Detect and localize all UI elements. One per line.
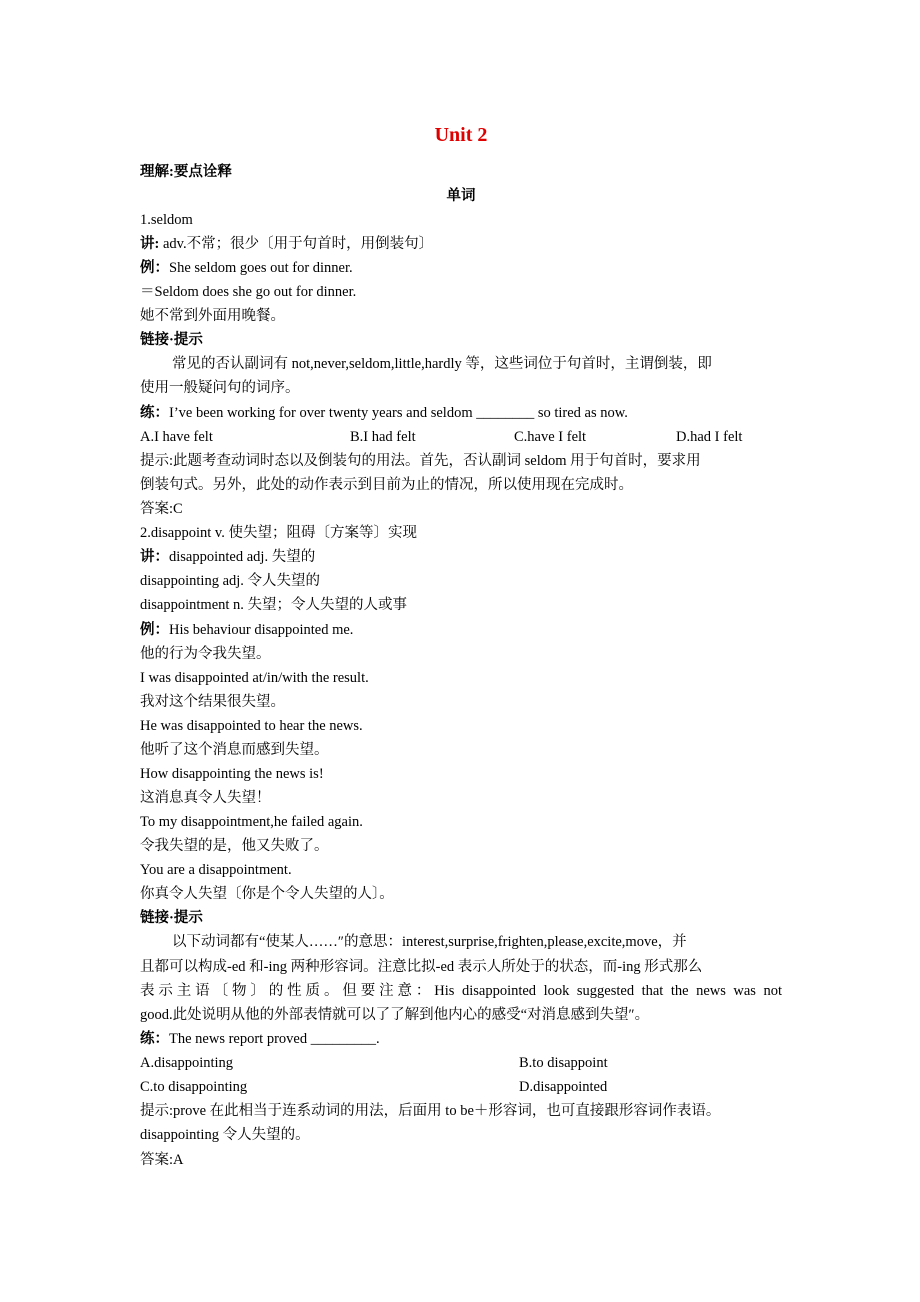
word-2-practice [140,1029,380,1049]
option-d: D.had I felt [676,429,743,445]
practice-text: I’ve been working for over twenty years and seldom ________ so tired as now. [169,405,628,421]
example-line: To my disappointment,he failed again. [140,814,363,830]
word-2-example [140,620,353,640]
word-2-link-paragraph-4: good.此处说明从他的外部表情就可以了了解到他内心的感受“对消息感到失望″。 [140,1007,650,1023]
word-1-example-3: 她不常到外面用晚餐。 [140,308,285,324]
practice-label: 练： [140,405,169,421]
word-1-practice [140,403,628,423]
word-2-derivative-3: disappointment n. 失望；令人失望的人或事 [140,597,408,613]
example-label: 例： [140,260,169,276]
example-label: 例： [140,622,169,638]
example-line: 他的行为令我失望。 [140,646,271,662]
example-text: She seldom goes out for dinner. [169,260,353,276]
option-b: B.I had felt [350,429,416,445]
word-2-derivative-2: disappointing adj. 令人失望的 [140,573,321,589]
example-line: He was disappointed to hear the news. [140,718,363,734]
word-1-example [140,258,353,278]
word-1-link-paragraph-1: 常见的否认副词有 not,never,seldom,little,hardly 等，这些词位于句首时，主谓倒装，即 [172,356,712,372]
example-line: You are a disappointment. [140,862,292,878]
word-1-link-label: 链接·提示 [140,332,203,348]
subheading-vocabulary: 单词 [446,188,476,204]
practice-text: The news report proved _________. [169,1031,380,1047]
example-line: 你真令人失望〔你是个令人失望的人〕。 [140,886,394,902]
word-2-hint-1: 提示:prove 在此相当于连系动词的用法，后面用 to be＋形容词，也可直接跟形容词作表语。 [140,1103,721,1119]
example-line: 我对这个结果很失望。 [140,694,285,710]
example-line: I was disappointed at/in/with the result. [140,670,369,686]
word-2-link-label: 链接·提示 [140,910,203,926]
option-d: D.disappointed [519,1079,608,1095]
word-1-link-paragraph-2: 使用一般疑问句的词序。 [140,380,300,396]
option-c: C.have I felt [514,429,587,445]
word-1-explanation [140,234,433,254]
word-2-hint-2: disappointing 令人失望的。 [140,1127,310,1143]
example-line: 这消息真令人失望！ [140,790,271,806]
word-1-hint-1: 提示:此题考查动词时态以及倒装句的用法。首先，否认副词 seldom 用于句首时，要求用 [140,453,701,469]
page-title: Unit 2 [434,124,488,146]
example-text: His behaviour disappointed me. [169,622,354,638]
word-2-link-paragraph-3: 表示主语〔物〕的性质。但要注意：His disappointed look suggested that the news was not [140,983,782,999]
section-heading: 理解:要点诠释 [140,164,232,180]
explanation-label: 讲： [140,549,169,565]
option-c: C.to disappointing [140,1079,248,1095]
example-line: 令我失望的是，他又失败了。 [140,838,329,854]
word-2-link-paragraph-2: 且都可以构成-ed 和-ing 两种形容词。注意比拟-ed 表示人所处于的状态，而-ing 形式那么 [140,959,703,975]
word-2-answer: 答案:A [140,1152,184,1168]
example-line: 他听了这个消息而感到失望。 [140,742,329,758]
word-2-explanation [140,547,315,567]
explanation-text: adv.不常；很少〔用于句首时，用倒装句〕 [159,236,434,252]
explanation-text: disappointed adj. 失望的 [169,549,316,565]
word-2-head: 2.disappoint v. 使失望；阻碍〔方案等〕实现 [140,525,417,541]
option-a: A.disappointing [140,1055,234,1071]
practice-label: 练： [140,1031,169,1047]
word-1-head: 1.seldom [140,212,193,228]
word-1-answer: 答案:C [140,501,183,517]
option-a: A.I have felt [140,429,213,445]
word-1-hint-2: 倒装句式。另外，此处的动作表示到目前为止的情况，所以使用现在完成时。 [140,477,633,493]
word-2-link-paragraph-1: 以下动词都有“使某人……″的意思：interest,surprise,frighten,please,excite,move，并 [172,934,687,950]
explanation-label: 讲: [140,236,160,252]
word-1-example-2: ＝Seldom does she go out for dinner. [140,284,357,300]
example-line: How disappointing the news is! [140,766,324,782]
option-b: B.to disappoint [519,1055,608,1071]
